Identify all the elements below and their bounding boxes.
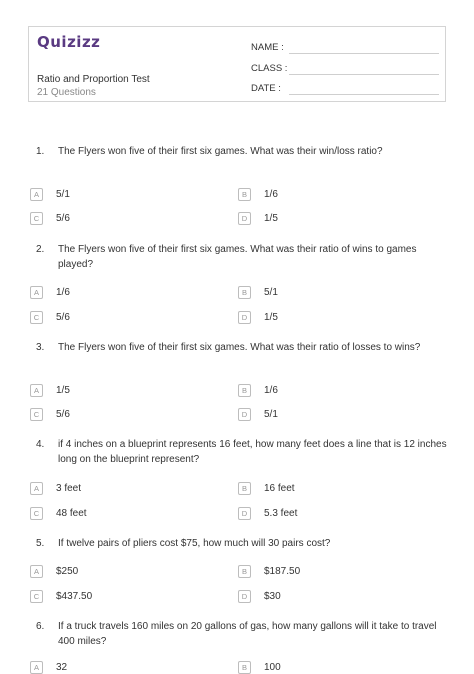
option-value: 1/5 [264, 312, 278, 323]
option-value: $187.50 [264, 566, 301, 577]
option-letter-box: C [30, 507, 43, 520]
option-value: 1/5 [56, 385, 70, 396]
name-line [289, 53, 439, 54]
option-letter-box: D [238, 212, 251, 225]
option-value: 5/1 [56, 189, 70, 200]
option-value: 1/6 [264, 189, 278, 200]
date-field[interactable] [251, 83, 281, 94]
date-label: DATE : [251, 83, 281, 94]
question-text: if 4 inches on a blueprint represents 16 feet, how many feet does a line that is 12 inches long on the blueprint represent? [58, 439, 447, 465]
option-letter-box: A [30, 565, 43, 578]
class-line [289, 74, 439, 75]
option-letter-box: B [238, 661, 251, 674]
option-value: 48 feet [56, 508, 87, 519]
question-text: If twelve pairs of pliers cost $75, how much will 30 pairs cost? [58, 538, 331, 549]
class-field[interactable] [251, 63, 287, 74]
option-value: 1/5 [264, 213, 278, 224]
option-value: 100 [264, 662, 281, 673]
question-number: 5. [36, 538, 45, 549]
question-number: 1. [36, 146, 45, 157]
question-text: The Flyers won five of their first six games. What was their ratio of wins to games played? [58, 244, 417, 270]
option-letter-box: C [30, 408, 43, 421]
option-letter-box: D [238, 507, 251, 520]
question-number: 4. [36, 439, 45, 450]
question-number: 6. [36, 621, 45, 632]
option-letter-box: C [30, 311, 43, 324]
name-field[interactable] [251, 42, 284, 53]
question-text: If a truck travels 160 miles on 20 gallons of gas, how many gallons will it take to travel 400 miles? [58, 621, 437, 647]
option-value: 5/1 [264, 409, 278, 420]
option-letter-box: D [238, 590, 251, 603]
question-count: 21 Questions [37, 87, 96, 98]
option-value: 5.3 feet [264, 508, 298, 519]
option-letter-box: C [30, 590, 43, 603]
option-letter-box: B [238, 286, 251, 299]
option-value: 5/1 [264, 287, 278, 298]
option-value: 5/6 [56, 312, 70, 323]
option-letter-box: A [30, 188, 43, 201]
question-number: 3. [36, 342, 45, 353]
option-letter-box: A [30, 661, 43, 674]
option-value: 32 [56, 662, 68, 673]
option-letter-box: B [238, 565, 251, 578]
option-value: 1/6 [264, 385, 278, 396]
option-letter-box: A [30, 482, 43, 495]
option-letter-box: B [238, 384, 251, 397]
class-label: CLASS : [251, 63, 288, 74]
option-value: 3 feet [56, 483, 82, 494]
question-number: 2. [36, 244, 45, 255]
option-letter-box: B [238, 188, 251, 201]
date-line [289, 94, 439, 95]
option-value: 16 feet [264, 483, 295, 494]
option-letter-box: C [30, 212, 43, 225]
option-letter-box: D [238, 408, 251, 421]
option-value: $30 [264, 591, 281, 602]
worksheet-header [28, 26, 446, 102]
option-value: 1/6 [56, 287, 70, 298]
option-letter-box: A [30, 384, 43, 397]
option-value: $437.50 [56, 591, 93, 602]
name-label: NAME : [251, 42, 284, 53]
option-letter-box: D [238, 311, 251, 324]
question-text: The Flyers won five of their first six games. What was their ratio of losses to wins? [58, 342, 421, 353]
test-title: Ratio and Proportion Test [37, 74, 150, 85]
quizizz-logo: Quizizz [37, 33, 101, 51]
option-letter-box: A [30, 286, 43, 299]
option-value: $250 [56, 566, 79, 577]
option-value: 5/6 [56, 409, 70, 420]
option-letter-box: B [238, 482, 251, 495]
option-value: 5/6 [56, 213, 70, 224]
question-text: The Flyers won five of their first six games. What was their win/loss ratio? [58, 146, 383, 157]
